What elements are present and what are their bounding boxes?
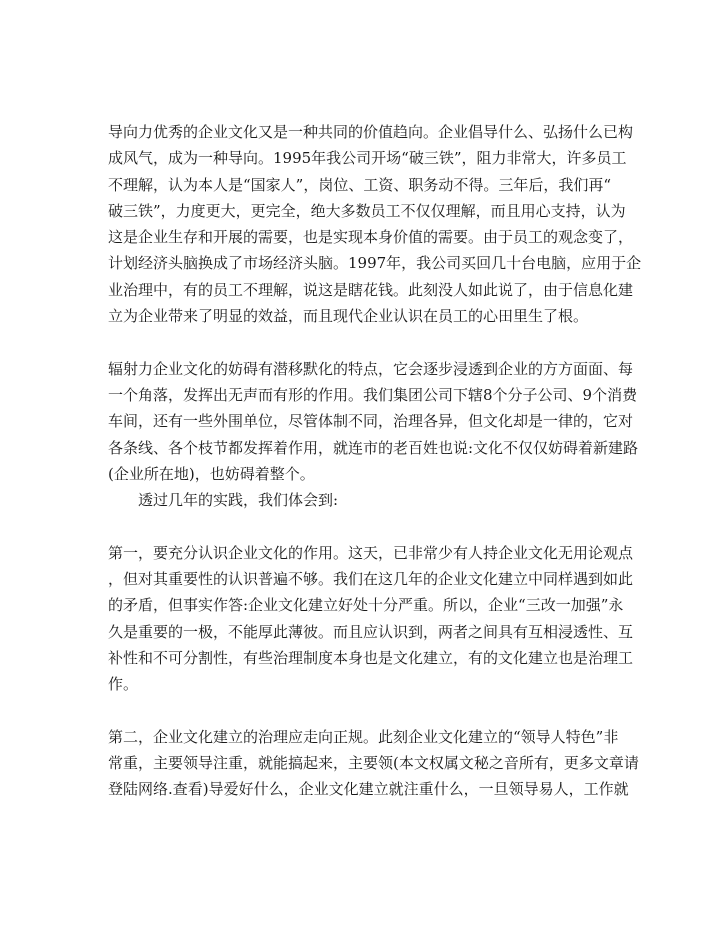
text-line: 补性和不可分割性，有些治理制度本身也是文化建立，有的文化建立也是治理工 — [108, 648, 634, 667]
paragraph-spacer — [108, 513, 612, 539]
text-line: 的矛盾，但事实作答:企业文化建立好处十分严重。所以，企业“三改一加强”永 — [108, 596, 624, 615]
document-body — [108, 119, 642, 803]
text-line: 业治理中，有的员工不理解，说这是瞎花钱。此刻没人如此说了，由于信息化建 — [108, 280, 634, 299]
paragraph-2 — [108, 356, 639, 487]
text-line: 透过几年的实践，我们体会到: — [138, 491, 339, 510]
text-line: 久是重要的一极，不能厚此薄彼。而且应认识到，两者之间具有互相浸透性、互 — [108, 622, 634, 641]
paragraph-spacer — [108, 698, 612, 724]
text-line: 车间，还有一些外围单位，尽管体制不同，治理各异，但文化却是一律的，它对 — [108, 412, 634, 431]
text-line: 导向力优秀的企业文化又是一种共同的价值趋向。企业倡导什么、弘扬什么已构 — [108, 123, 634, 141]
text-line: 辐射力企业文化的妨碍有潜移默化的特点，它会逐步浸透到企业的方方面面、每 — [108, 359, 634, 378]
text-line: 立为企业带来了明显的效益，而且现代企业认识在员工的心田里生了根。 — [108, 307, 589, 326]
text-line: 成风气，成为一种导向。1995年我公司开场“破三铁”，阻力非常大，许多员工 — [108, 149, 627, 168]
text-line: 不理解，认为本人是“国家人”，岗位、工资、职务动不得。三年后，我们再“ — [108, 175, 612, 194]
paragraph-3 — [108, 487, 612, 513]
text-line: 一个角落，发挥出无声而有形的作用。我们集团公司下辖8个分子公司、9个消费 — [108, 385, 638, 404]
text-line: ，但对其重要性的认识普遍不够。我们在这几年的企业文化建立中同样遇到如此 — [108, 570, 634, 589]
text-line: 第一，要充分认识企业文化的作用。这天，已非常少有人持企业文化无用论观点 — [108, 543, 634, 562]
text-line: 各条线、各个枝节都发挥着作用，就连市的老百姓也说:文化不仅仅妨碍着新建路 — [108, 438, 639, 457]
text-line: (企业所在地)，也妨碍着整个。 — [108, 464, 315, 483]
paragraph-5 — [108, 724, 639, 803]
text-line: 破三铁”，力度更大，更完全，绝大多数员工不仅仅理解，而且用心支持，认为 — [108, 201, 626, 220]
text-line: 登陆网络.查看)导爱好什么，企业文化建立就注重什么，一旦领导易人，工作就 — [108, 780, 629, 799]
paragraph-1 — [108, 119, 642, 329]
paragraph-spacer — [108, 329, 612, 355]
text-line: 作。 — [108, 675, 139, 694]
text-line: 这是企业生存和开展的需要，也是实现本身价值的需要。由于员工的观念变了， — [108, 228, 634, 247]
text-line: 计划经济头脑换成了市场经济头脑。1997年，我公司买回几十台电脑，应用于企 — [108, 254, 642, 273]
text-line: 第二，企业文化建立的治理应走向正规。此刻企业文化建立的“领导人特色”非 — [108, 727, 619, 746]
paragraph-4 — [108, 540, 634, 698]
text-line: 常重，主要领导注重，就能搞起来，主要领(本文权属文秘之音所有，更多文章请 — [108, 754, 639, 773]
